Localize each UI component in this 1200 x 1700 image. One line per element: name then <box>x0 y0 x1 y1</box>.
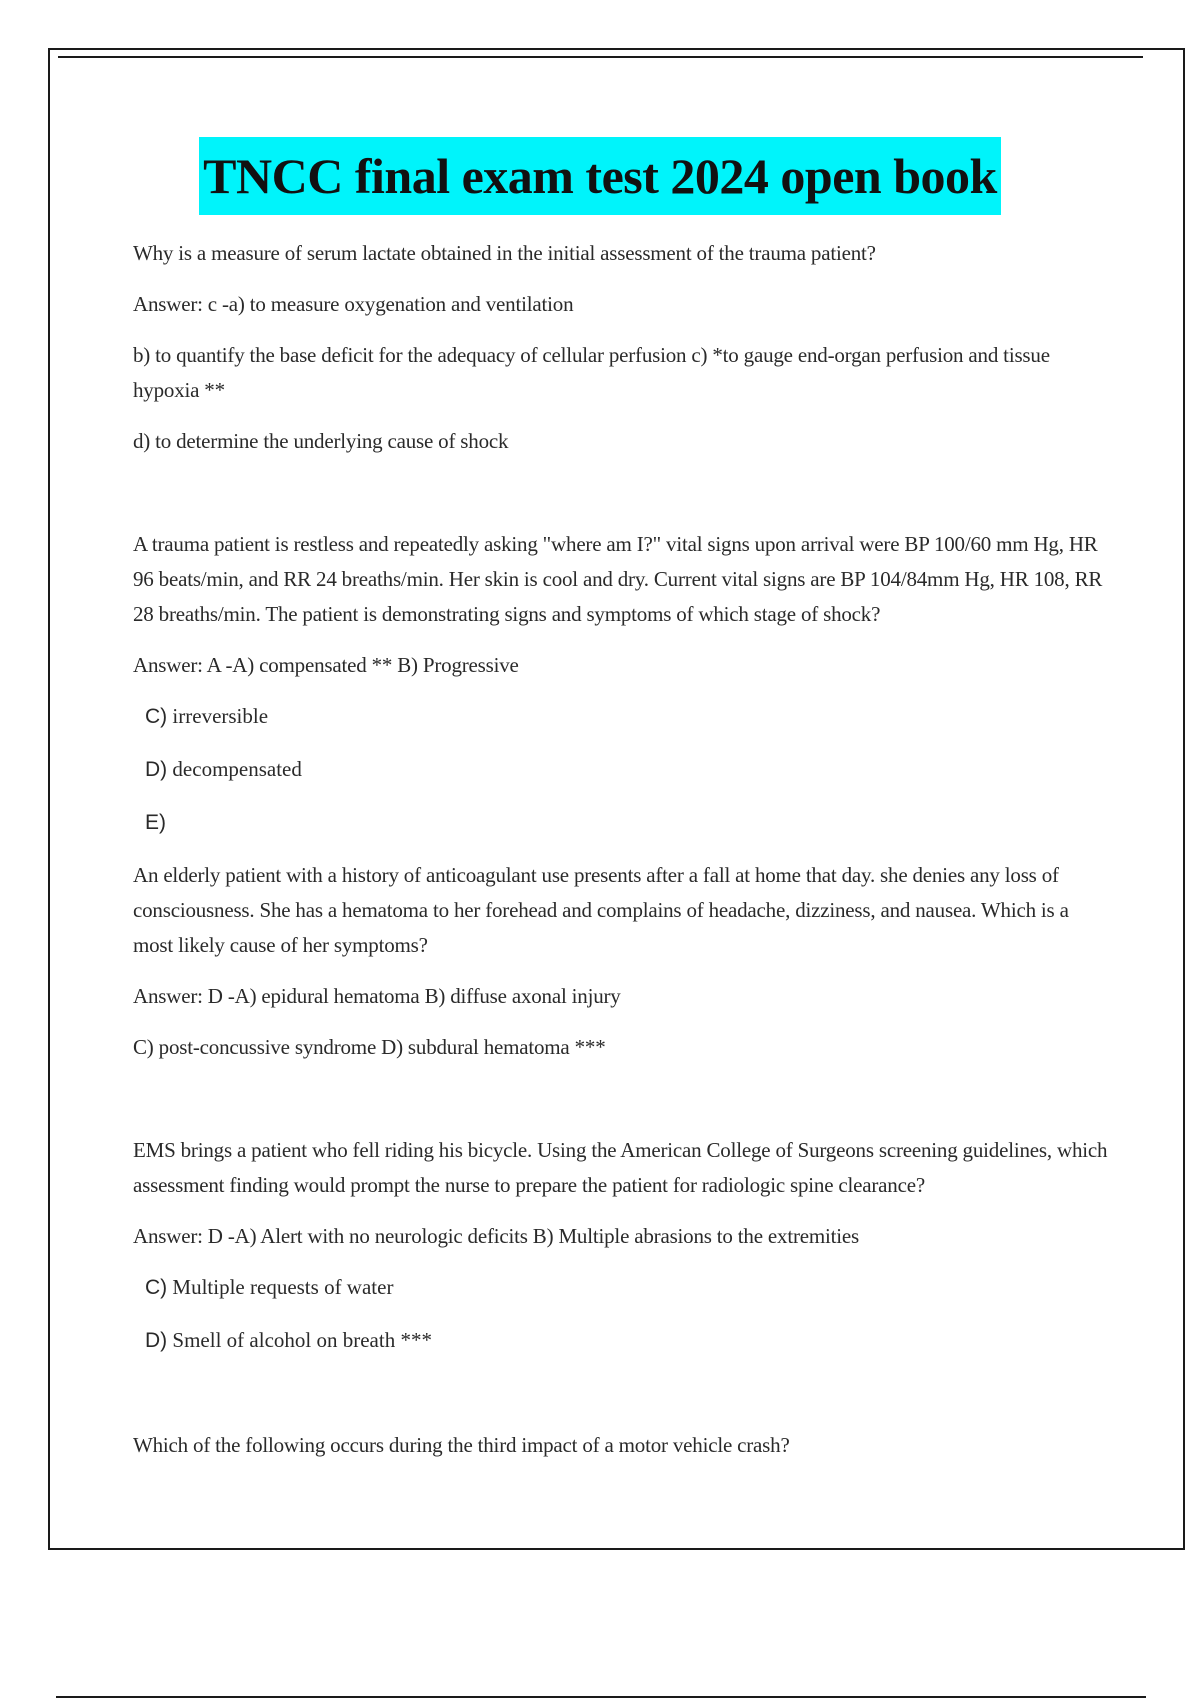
question-2-option-d <box>145 752 1108 787</box>
question-2-text: A trauma patient is restless and repeatedly asking "where am I?" vital signs upon arrival were BP 100/60 mm Hg, HR 96 beats/min, and RR 24 breaths/min. Her skin is cool and dry. Current vital signs are BP 104/84mm Hg, HR 108, RR 28 breaths/min. The patient is demonstrating signs and symptoms of which stage of shock? <box>133 532 1103 626</box>
bottom-rule <box>56 1696 1146 1698</box>
option-text: decompensated <box>172 757 302 781</box>
option-letter: C) <box>145 1276 168 1299</box>
title-block <box>0 137 1200 215</box>
top-rule <box>58 56 1143 58</box>
question-2-option-e <box>145 805 1108 840</box>
option-letter: E) <box>145 811 166 834</box>
question-5-text: Which of the following occurs during the third impact of a motor vehicle crash? <box>133 1433 790 1457</box>
question-4-text: EMS brings a patient who fell riding his bicycle. Using the American College of Surgeons screening guidelines, which assessment finding would prompt the nurse to prepare the patient for radiologic spine clearance? <box>133 1138 1108 1197</box>
option-text: Multiple requests of water <box>172 1275 394 1299</box>
spacer <box>133 475 1108 527</box>
document-content <box>133 236 1108 1479</box>
question-3-text: An elderly patient with a history of anticoagulant use presents after a fall at home that day. she denies any loss of consciousness. She has a hematoma to her forehead and complains of headache, dizziness, and nausea. Which is a most likely cause of her symptoms? <box>133 863 1069 957</box>
question-1-answer: Answer: c -a) to measure oxygenation and ventilation <box>133 292 574 316</box>
question-1-line-2: d) to determine the underlying cause of shock <box>133 429 509 453</box>
option-text: Smell of alcohol on breath *** <box>172 1328 432 1352</box>
question-2-answer: Answer: A -A) compensated ** B) Progressive <box>133 653 519 677</box>
question-3-answer: Answer: D -A) epidural hematoma B) diffuse axonal injury <box>133 984 621 1008</box>
document-title: TNCC final exam test 2024 open book <box>199 137 1001 215</box>
option-letter: D) <box>145 1329 168 1352</box>
option-text: irreversible <box>172 704 269 728</box>
question-4-option-c <box>145 1270 1108 1305</box>
question-2-option-c <box>145 699 1108 734</box>
question-4-answer: Answer: D -A) Alert with no neurologic deficits B) Multiple abrasions to the extremities <box>133 1224 859 1248</box>
spacer <box>133 1081 1108 1133</box>
question-3-line-1: C) post-concussive syndrome D) subdural hematoma *** <box>133 1035 606 1059</box>
option-letter: C) <box>145 705 168 728</box>
question-4-option-d <box>145 1323 1108 1358</box>
question-1-line-1: b) to quantify the base deficit for the adequacy of cellular perfusion c) *to gauge end-organ perfusion and tissue hypoxia ** <box>133 343 1050 402</box>
option-letter: D) <box>145 758 168 781</box>
question-1-text: Why is a measure of serum lactate obtained in the initial assessment of the trauma patient? <box>133 241 876 265</box>
spacer <box>133 1376 1108 1428</box>
